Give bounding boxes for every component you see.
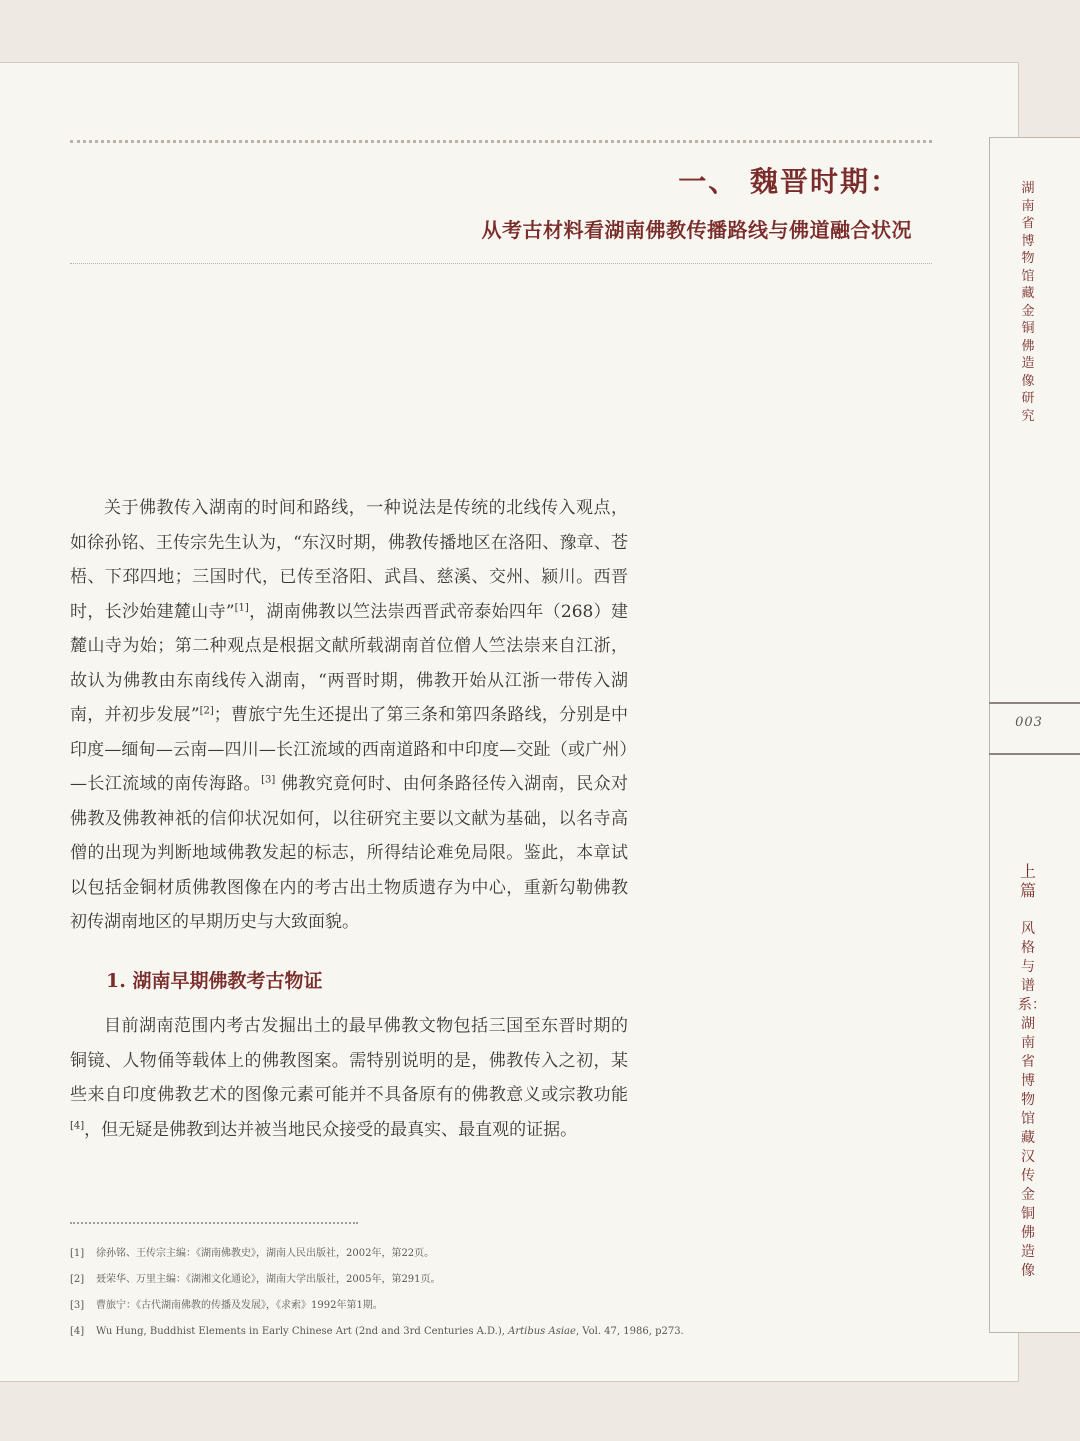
footnote-item xyxy=(70,1267,690,1293)
body-paragraph-1 xyxy=(70,491,628,940)
footnote-ref-1[interactable]: [1] xyxy=(234,601,249,613)
page-number-rule-top xyxy=(989,702,1080,704)
footnote-item xyxy=(70,1319,690,1345)
sidebar-book-title: 湖南省博物馆藏金铜佛造像研究 xyxy=(1021,181,1035,424)
footnote-text: 徐孙铭、王传宗主编：《湖南佛教史》，湖南人民出版社，2002年，第22页。 xyxy=(96,1248,435,1259)
chapter-title: 一、 魏晋时期： xyxy=(678,165,900,198)
title-dotted-rule xyxy=(70,263,932,264)
footnote-item xyxy=(70,1293,690,1319)
footnote-ref-2[interactable]: [2] xyxy=(199,705,214,717)
paragraph-text: 关于佛教传入湖南的时间和路线，一种说法是传统的北线传入观点，如徐孙铭、王传宗先生认为，“东汉时期，佛教传播地区在洛阳、豫章、苍梧、下邳四地；三国时代，已传至洛阳、武昌、慈溪、交州、颍川。西晋时，长沙始建麓山寺” xyxy=(70,498,628,622)
footnote-number: [1] xyxy=(70,1248,85,1259)
paragraph-text: ；曹旅宁先生还提出了第三条和第四条路线，分别是中印度—缅甸—云南—四川—长江流域的西南道路和中印度—交趾（或广州）—长江流域的南传海路。 xyxy=(70,705,628,794)
section-heading: 1. 湖南早期佛教考古物证 xyxy=(106,970,323,992)
paragraph-text: ，湖南佛教以竺法崇西晋武帝泰始四年（268）建麓山寺为始；第二种观点是根据文献所载湖南首位僧人竺法崇来自江浙，故认为佛教由东南线传入湖南，“两晋时期，佛教开始从江浙一带传入湖南，并初步发展” xyxy=(70,601,628,725)
paragraph-text: ，但无疑是佛教到达并被当地民众接受的最真实、最直观的证据。 xyxy=(84,1119,578,1140)
footnote-item xyxy=(70,1241,690,1267)
page-number: 003 xyxy=(1015,715,1043,730)
footnote-separator xyxy=(70,1222,358,1224)
footnote-text: 聂荣华、万里主编：《湖湘文化通论》，湖南大学出版社，2005年，第291页。 xyxy=(96,1274,441,1285)
chapter-subtitle: 从考古材料看湖南佛教传播路线与佛道融合状况 xyxy=(481,218,912,242)
footnote-text: , Vol. 47, 1986, p273. xyxy=(575,1326,684,1337)
sidebar-part-title: 风格与谱系：湖南省博物馆藏汉传金铜佛造像 xyxy=(1018,921,1046,1279)
footnote-text: Wu Hung, Buddhist Elements in Early Chinese Art (2nd and 3rd Centuries A.D.), xyxy=(96,1326,509,1337)
footnote-ref-4[interactable]: [4] xyxy=(70,1119,85,1131)
sidebar-part-label: 上篇 xyxy=(1019,862,1036,900)
page-number-rule-bottom xyxy=(989,753,1080,755)
footnote-number: [2] xyxy=(70,1274,85,1285)
footnote-journal: Artibus Asiae xyxy=(508,1326,576,1337)
footnote-number: [3] xyxy=(70,1300,85,1311)
footnotes xyxy=(70,1241,690,1345)
top-dotted-rule xyxy=(70,140,932,143)
paragraph-text: 目前湖南范围内考古发掘出土的最早佛教文物包括三国至东晋时期的铜镜、人物俑等载体上的佛教图案。需特别说明的是，佛教传入之初，某些来自印度佛教艺术的图像元素可能并不具备原有的佛教意义或宗教功能 xyxy=(70,1016,628,1105)
body-paragraph-2 xyxy=(70,1009,628,1147)
footnote-text: 曹旅宁：《古代湖南佛教的传播及发展》，《求索》1992年第1期。 xyxy=(96,1300,383,1311)
footnote-number: [4] xyxy=(70,1326,85,1337)
footnote-ref-3[interactable]: [3] xyxy=(261,774,276,786)
paragraph-text: 佛教究竟何时、由何条路径传入湖南，民众对佛教及佛教神祇的信仰状况如何，以往研究主要以文献为基础，以名寺高僧的出现为判断地域佛教发起的标志，所得结论难免局限。鉴此，本章试以包括金铜材质佛教图像在内的考古出土物质遗存为中心，重新勾勒佛教初传湖南地区的早期历史与大致面貌。 xyxy=(70,774,629,932)
